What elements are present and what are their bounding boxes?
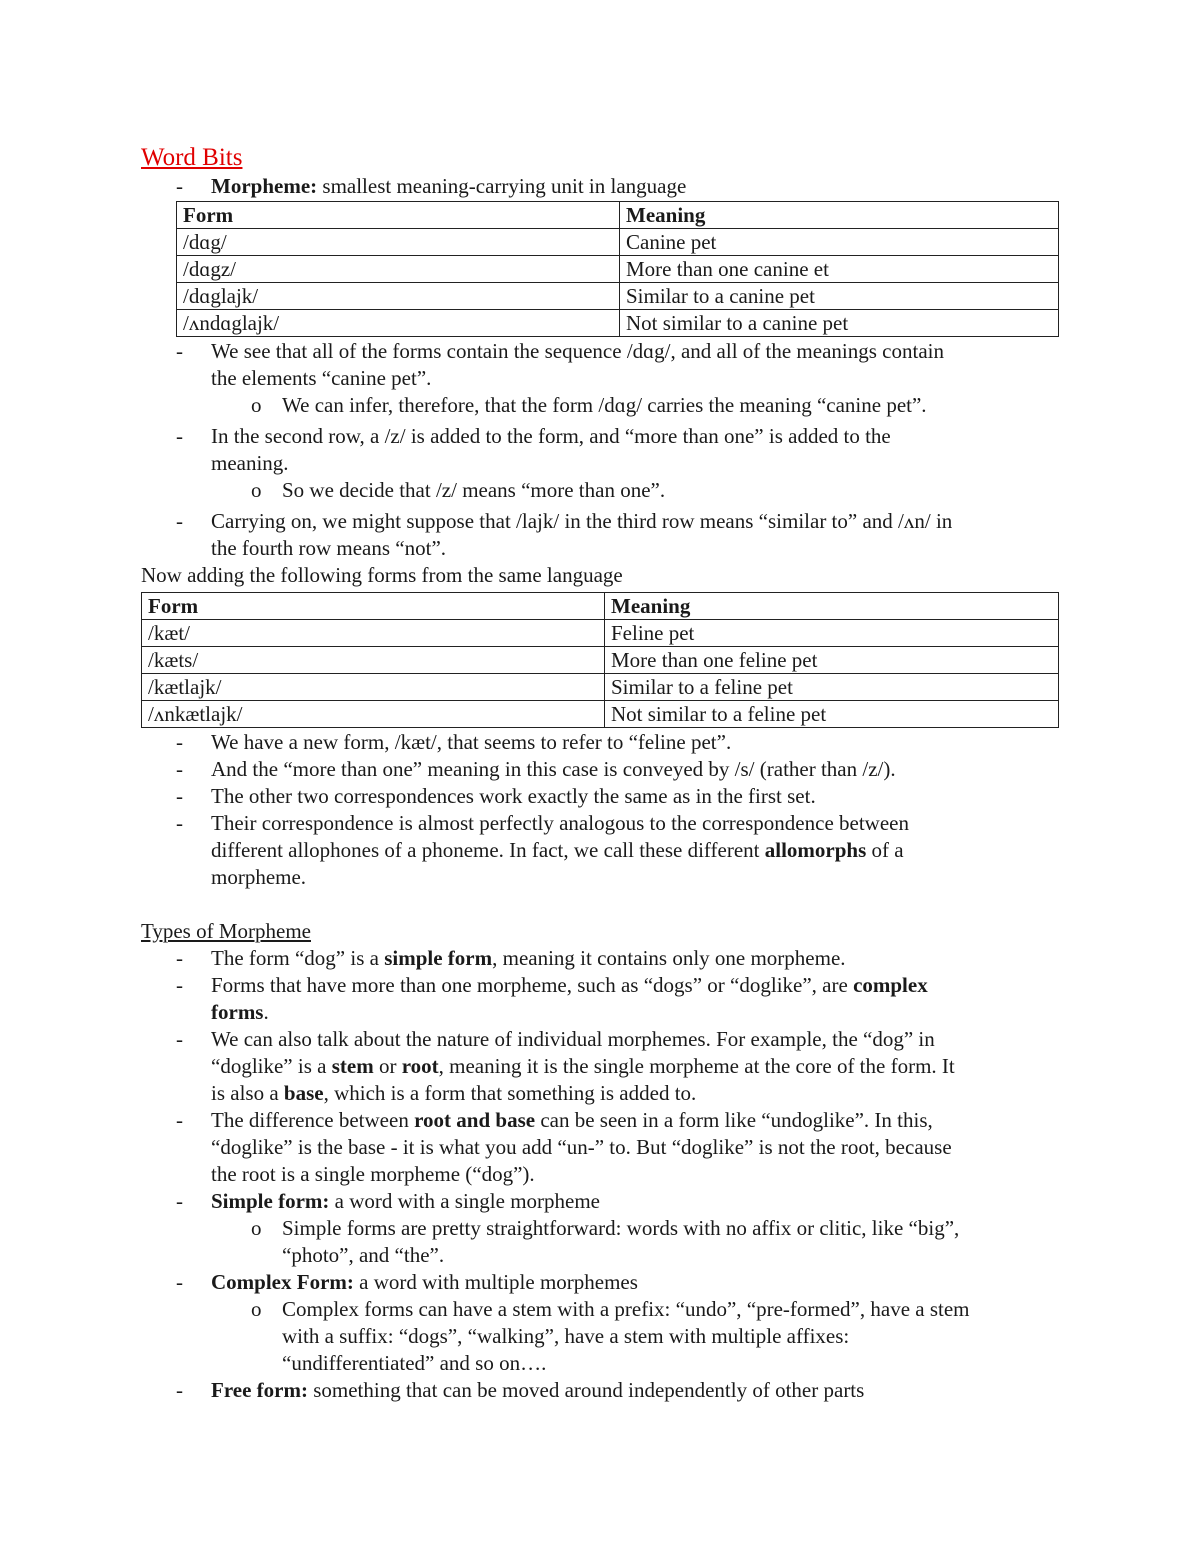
morpheme-table-cat [141,592,1059,728]
bullet-allomorphs: - Their correspondence is almost perfectly analogous to the correspondence between different allophones of a phoneme. In fact, we call these different allomorphs of a morpheme. [176,811,909,889]
sub-bullet-simple-forms: o Simple forms are pretty straightforward: words with no affix or clitic, like “big”, “photo”, and “the”. [251,1216,960,1267]
table-row [142,701,1059,728]
cell-form: /dɑgz/ [177,256,620,283]
cell-form: /kætlajk/ [142,674,605,701]
dash-marker: - [176,946,183,970]
dash-marker: - [176,811,183,835]
table-row [142,674,1059,701]
cell-form: /ʌndɑglajk/ [177,310,620,337]
dash-marker: - [176,509,183,533]
dash-marker: - [176,757,183,781]
dash-marker: - [176,1270,183,1294]
sub-bullet-z-means: o So we decide that /z/ means “more than one”. [251,478,666,502]
bullet-simple-form: - The form “dog” is a simple form, meaning it contains only one morpheme. [176,946,846,970]
bullet-second-row: - In the second row, a /z/ is added to the form, and “more than one” is added to the meaning. [176,424,891,475]
cell-meaning: More than one canine et [620,256,1059,283]
sub-marker: o [251,393,262,417]
bullet-new-form: - We have a new form, /kæt/, that seems to refer to “feline pet”. [176,730,732,754]
cell-meaning: Not similar to a canine pet [620,310,1059,337]
bullet-complex-form-def: - Complex Form: a word with multiple morphemes [176,1270,638,1294]
cell-form: /ʌnkætlajk/ [142,701,605,728]
dash-marker: - [176,730,183,754]
section-heading-types: Types of Morpheme [141,919,311,943]
cell-form: /kæts/ [142,647,605,674]
bullet-complex-forms: - Forms that have more than one morpheme, such as “dogs” or “doglike”, are complex forms. [176,973,928,1024]
table-row [177,256,1059,283]
table-header-row [177,202,1059,229]
cell-form: /dɑg/ [177,229,620,256]
sub-bullet-complex-forms: o Complex forms can have a stem with a prefix: “undo”, “pre-formed”, have a stem with a suffix: “dogs”, “walking”, have a stem with multiple affixes: “undifferentiated” and so on…. [251,1297,970,1375]
header-meaning: Meaning [605,593,1059,620]
sub-marker: o [251,1216,262,1240]
page-title: Word Bits [141,144,243,171]
bullet-free-form-def: - Free form: something that can be moved around independently of other parts [176,1378,865,1402]
cell-meaning: More than one feline pet [605,647,1059,674]
bullet-simple-form-def: - Simple form: a word with a single morpheme [176,1189,601,1213]
bullet-stem-root: - We can also talk about the nature of individual morphemes. For example, the “dog” in “doglike” is a stem or root, meaning it is the single morpheme at the core of the form. It is also a base, which is a form that something is added to. [176,1027,955,1105]
table-row [142,620,1059,647]
dash-marker: - [176,1108,183,1132]
table-header-row [142,593,1059,620]
header-form: Form [142,593,605,620]
sub-marker: o [251,1297,262,1321]
dash-marker: - [176,973,183,997]
header-meaning: Meaning [620,202,1059,229]
cell-meaning: Similar to a feline pet [605,674,1059,701]
dash-marker: - [176,174,183,198]
bullet-morpheme-definition: - Morpheme: smallest meaning-carrying unit in language [176,174,687,198]
now-adding-text: Now adding the following forms from the same language [141,563,623,587]
cell-form: /kæt/ [142,620,605,647]
cell-meaning: Similar to a canine pet [620,283,1059,310]
bullet-other-correspondences: - The other two correspondences work exactly the same as in the first set. [176,784,816,808]
morpheme-table-dog [176,201,1059,337]
bullet-sequence-observation: - We see that all of the forms contain the sequence /dɑg/, and all of the meanings contain the elements “canine pet”. [176,339,944,390]
bullet-carrying-on: - Carrying on, we might suppose that /lajk/ in the third row means “similar to” and /ʌn/ in the fourth row means “not”. [176,509,953,560]
sub-marker: o [251,478,262,502]
bullet-more-than-one: - And the “more than one” meaning in this case is conveyed by /s/ (rather than /z/). [176,757,896,781]
document-body [141,143,1061,1404]
dash-marker: - [176,784,183,808]
dash-marker: - [176,1189,183,1213]
dash-marker: - [176,1378,183,1402]
header-form: Form [177,202,620,229]
sub-bullet-infer: o We can infer, therefore, that the form /dɑg/ carries the meaning “canine pet”. [251,393,927,417]
table-row [142,647,1059,674]
cell-meaning: Not similar to a feline pet [605,701,1059,728]
cell-form: /dɑglajk/ [177,283,620,310]
table-row [177,310,1059,337]
dash-marker: - [176,339,183,363]
bullet-root-vs-base: - The difference between root and base can be seen in a form like “undoglike”. In this, “doglike” is the base - it is what you add “un-” to. But “doglike” is not the root, because the root is a single morpheme (“dog”). [176,1108,952,1186]
table-row [177,229,1059,256]
cell-meaning: Feline pet [605,620,1059,647]
term-allomorphs: allomorphs [764,838,867,862]
dash-marker: - [176,1027,183,1051]
cell-meaning: Canine pet [620,229,1059,256]
term-morpheme: Morpheme: [211,174,318,198]
dash-marker: - [176,424,183,448]
table-row [177,283,1059,310]
